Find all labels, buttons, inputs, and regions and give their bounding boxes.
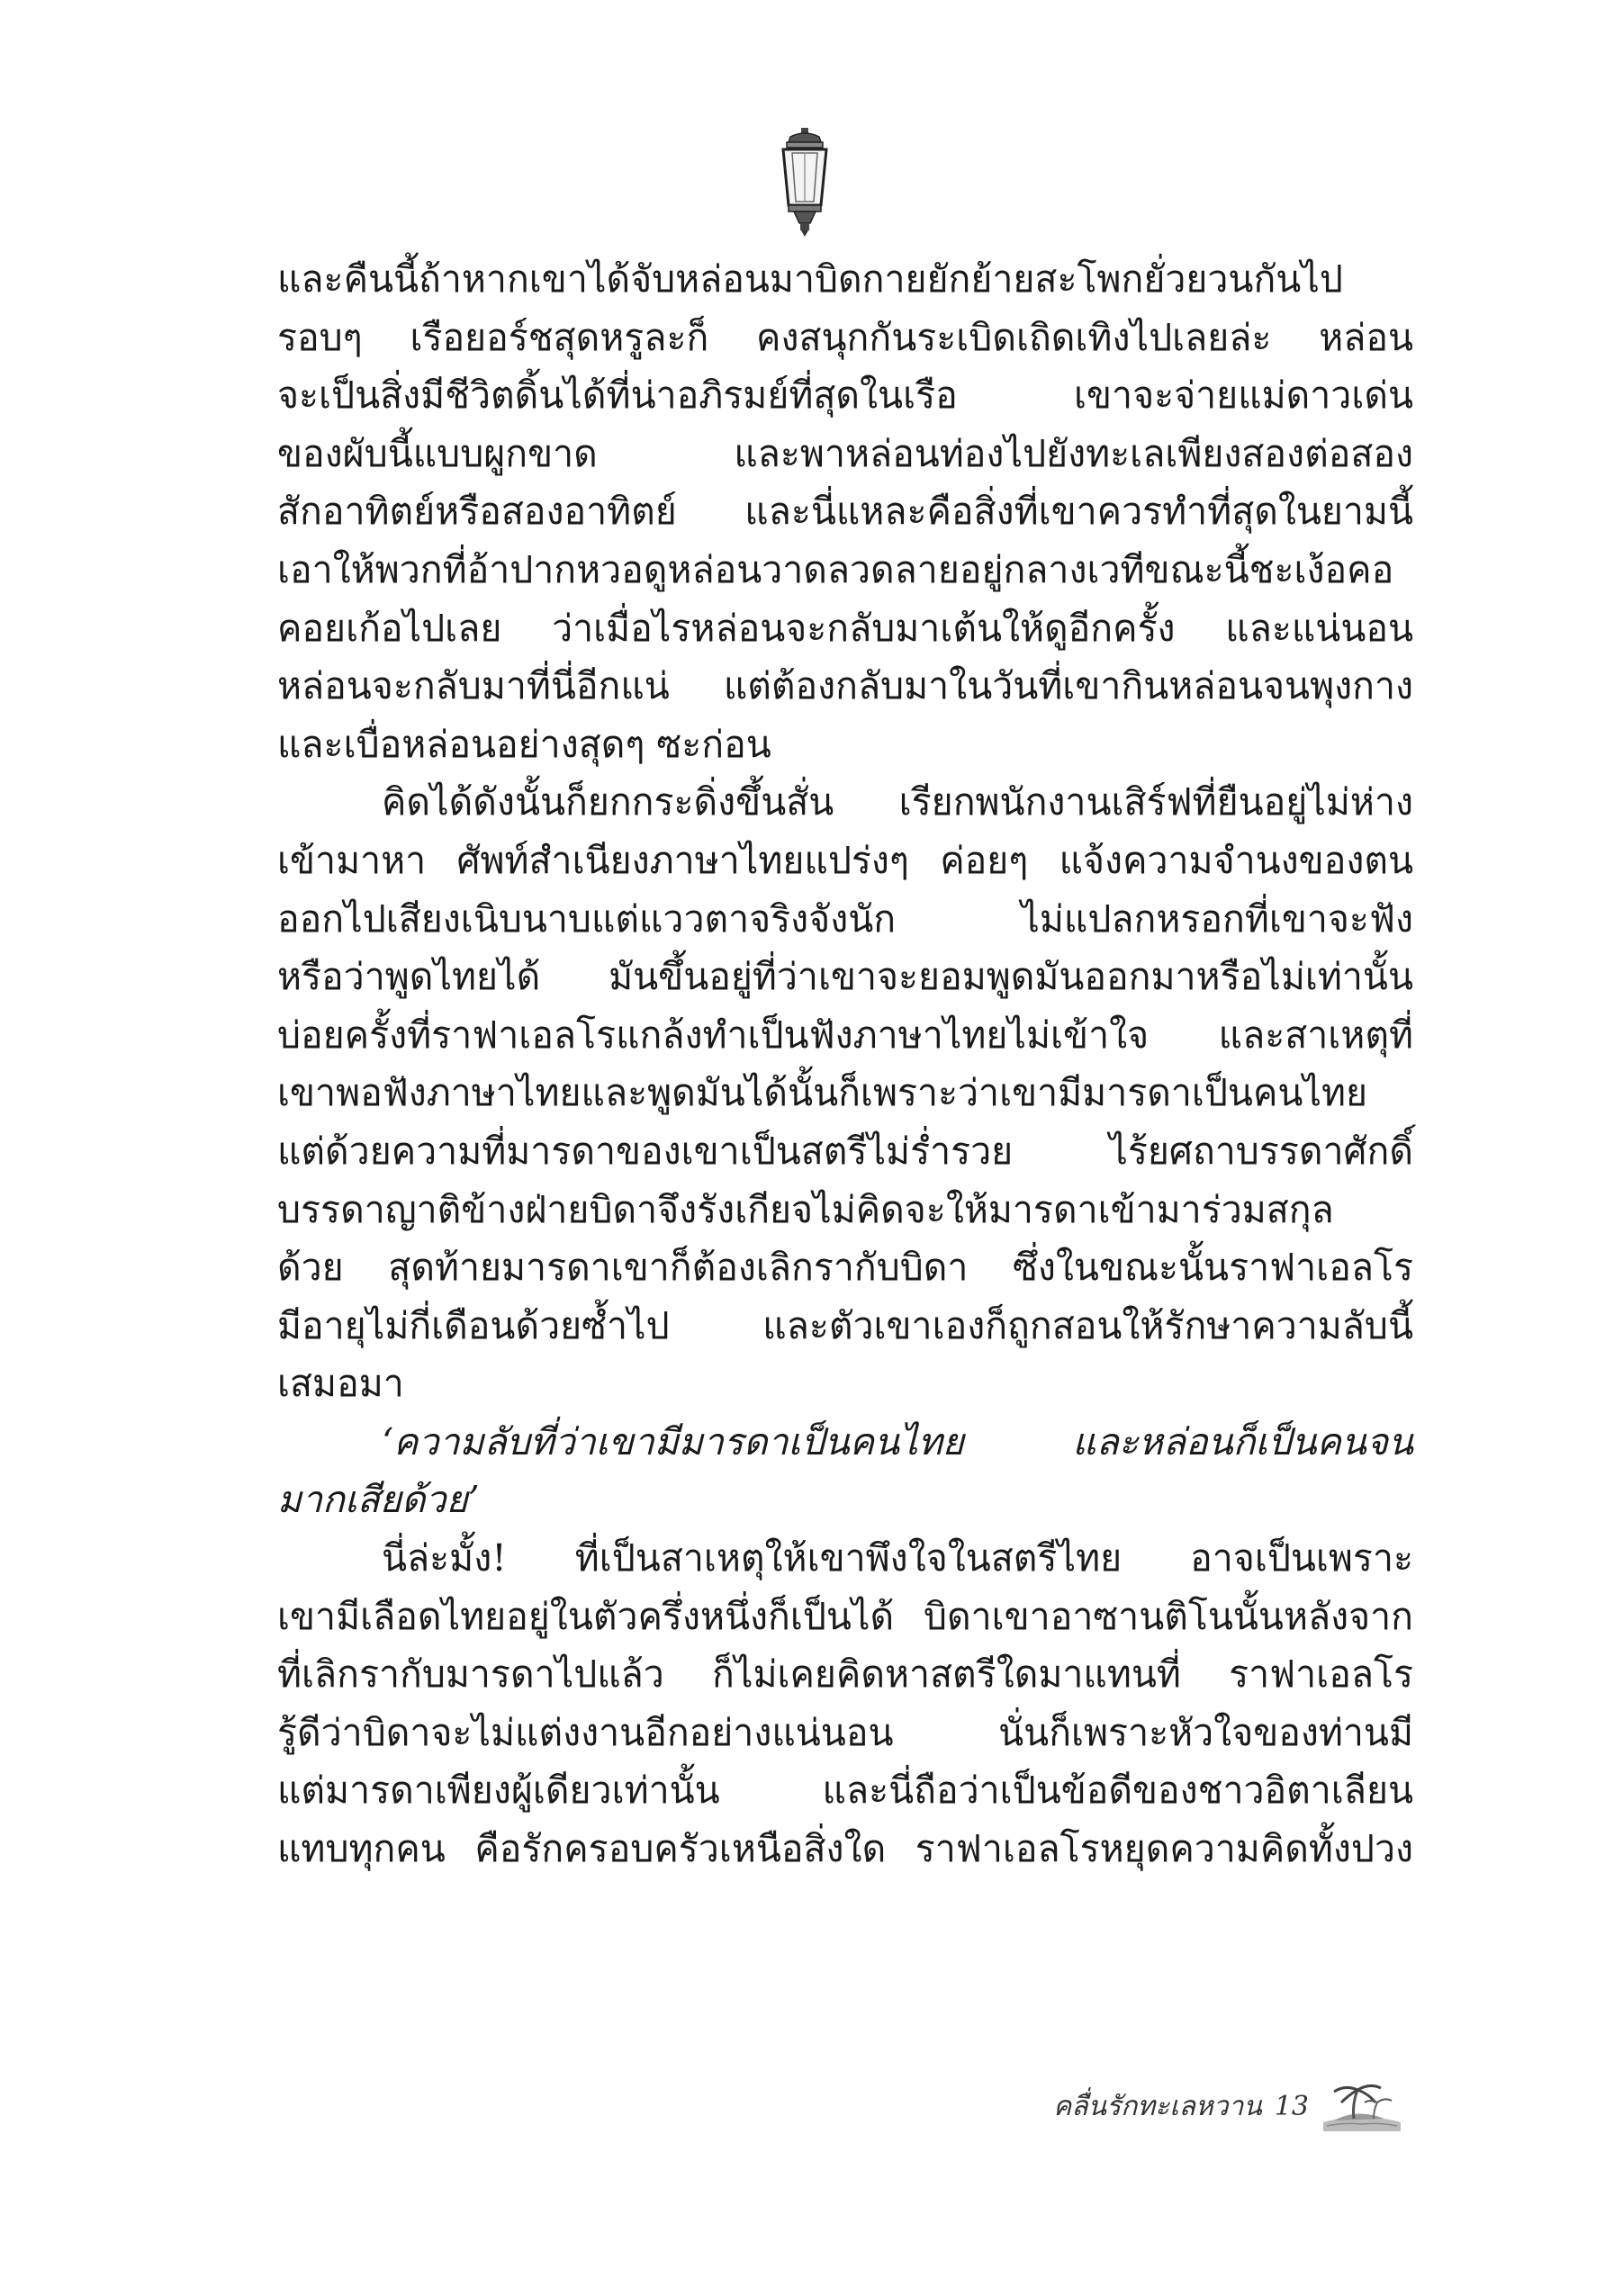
text-line: จะเป็นสิ่งมีชีวิตดิ้นได้ที่น่าอภิรมย์ที่สุดในเรือ เขาจะจ่ายแม่ดาวเด่น [277, 374, 1413, 418]
text-line: หรือว่าพูดไทยได้ มันขึ้นอยู่ที่ว่าเขาจะยอมพูดมันออกมาหรือไม่เท่านั้น [277, 955, 1413, 999]
text-line: แต่มารดาเพียงผู้เดียวเท่านั้น และนี่ถือว่าเป็นข้อดีของชาวอิตาเลียน [277, 1769, 1413, 1813]
quote-line: ‘ความลับที่ว่าเขามีมารดาเป็นคนไทย และหล่อนก็เป็นคนจน [382, 1419, 1413, 1463]
page-footer [1053, 2070, 1402, 2142]
text-line: บ่อยครั้งที่ราฟาเอลโรแกล้งทำเป็นฟังภาษาไทยไม่เข้าใจ และสาเหตุที่ [277, 1013, 1413, 1057]
text-line: รอบๆ เรือยอร์ชสุดหรูละก็ คงสนุกกันระเบิดเถิดเทิงไปเลยล่ะ หล่อน [277, 315, 1413, 359]
text-line: และเบื่อหล่อนอย่างสุดๆ ซะก่อน [277, 722, 771, 766]
text-line: คอยเก้อไปเลย ว่าเมื่อไรหล่อนจะกลับมาเต้นให้ดูอีกครั้ง และแน่นอน [277, 606, 1413, 650]
text-line: ด้วย สุดท้ายมารดาเขาก็ต้องเลิกรากับบิดา ซึ่งในขณะนั้นราฟาเอลโร [277, 1246, 1413, 1290]
text-line: เอาให้พวกที่อ้าปากหวอดูหล่อนวาดลวดลายอยู่กลางเวทีขณะนี้ชะเง้อคอ [277, 547, 1394, 591]
text-line: ออกไปเสียงเนิบนาบแต่แววตาจริงจังนัก ไม่แปลกหรอกที่เขาจะฟัง [277, 896, 1413, 941]
text-line: เข้ามาหา ศัพท์สำเนียงภาษาไทยแปร่งๆ ค่อยๆ แจ้งความจำนงของตน [277, 838, 1413, 882]
text-line: เขาพอฟังภาษาไทยและพูดมันได้นั้นก็เพราะว่าเขามีมารดาเป็นคนไทย [277, 1071, 1368, 1115]
text-line: และคืนนี้ถ้าหากเขาได้จับหล่อนมาบิดกายยักย้ายสะโพกยั่วยวนกันไป [277, 257, 1343, 301]
page-number: 13 [1274, 2090, 1309, 2122]
text-line: นี่ล่ะมั้ง! ที่เป็นสาเหตุให้เขาพึงใจในสตรีไทย อาจเป็นเพราะ [382, 1536, 1413, 1580]
text-line: ที่เลิกรากับมารดาไปแล้ว ก็ไม่เคยคิดหาสตรีใดมาแทนที่ ราฟาเอลโร [277, 1652, 1413, 1697]
text-line: คิดได้ดังนั้นก็ยกกระดิ่งขึ้นสั่น เรียกพนักงานเสิร์ฟที่ยืนอยู่ไม่ห่าง [382, 780, 1413, 824]
text-line: เสมอมา [277, 1362, 404, 1406]
text-line: แทบทุกคน คือรักครอบครัวเหนือสิ่งใด ราฟาเอลโรหยุดความคิดทั้งปวง [277, 1827, 1413, 1871]
text-line: สักอาทิตย์หรือสองอาทิตย์ และนี่แหละคือสิ่งที่เขาควรทำที่สุดในยามนี้ [277, 490, 1413, 534]
body-text [277, 250, 1413, 1878]
text-line: เขามีเลือดไทยอยู่ในตัวครึ่งหนึ่งก็เป็นได้ บิดาเขาอาซานติโนนั้นหลังจาก [277, 1594, 1413, 1638]
quote-line: มากเสียด้วย’ [277, 1478, 480, 1522]
text-line: หล่อนจะกลับมาที่นี่อีกแน่ แต่ต้องกลับมาในวันที่เขากินหล่อนจนพุงกาง [277, 664, 1413, 708]
text-line: รู้ดีว่าบิดาจะไม่แต่งงานอีกอย่างแน่นอน นั่นก็เพราะหัวใจของท่านมี [277, 1710, 1413, 1754]
text-line: ของผับนี้แบบผูกขาด และพาหล่อนท่องไปยังทะเลเพียงสองต่อสอง [277, 431, 1413, 475]
text-line: แต่ด้วยความที่มารดาของเขาเป็นสตรีไม่ร่ำรวย ไร้ยศถาบรรดาศักดิ์ [277, 1129, 1413, 1173]
text-line: บรรดาญาติข้างฝ่ายบิดาจึงรังเกียจไม่คิดจะให้มารดาเข้ามาร่วมสกุล [277, 1187, 1334, 1231]
palm-island-icon [1321, 2077, 1402, 2135]
text-line: มีอายุไม่กี่เดือนด้วยซ้ำไป และตัวเขาเองก็ถูกสอนให้รักษาความลับนี้ [277, 1303, 1413, 1347]
book-title: คลื่นรักทะเลหวาน [1053, 2090, 1262, 2122]
lantern-icon [774, 126, 835, 239]
